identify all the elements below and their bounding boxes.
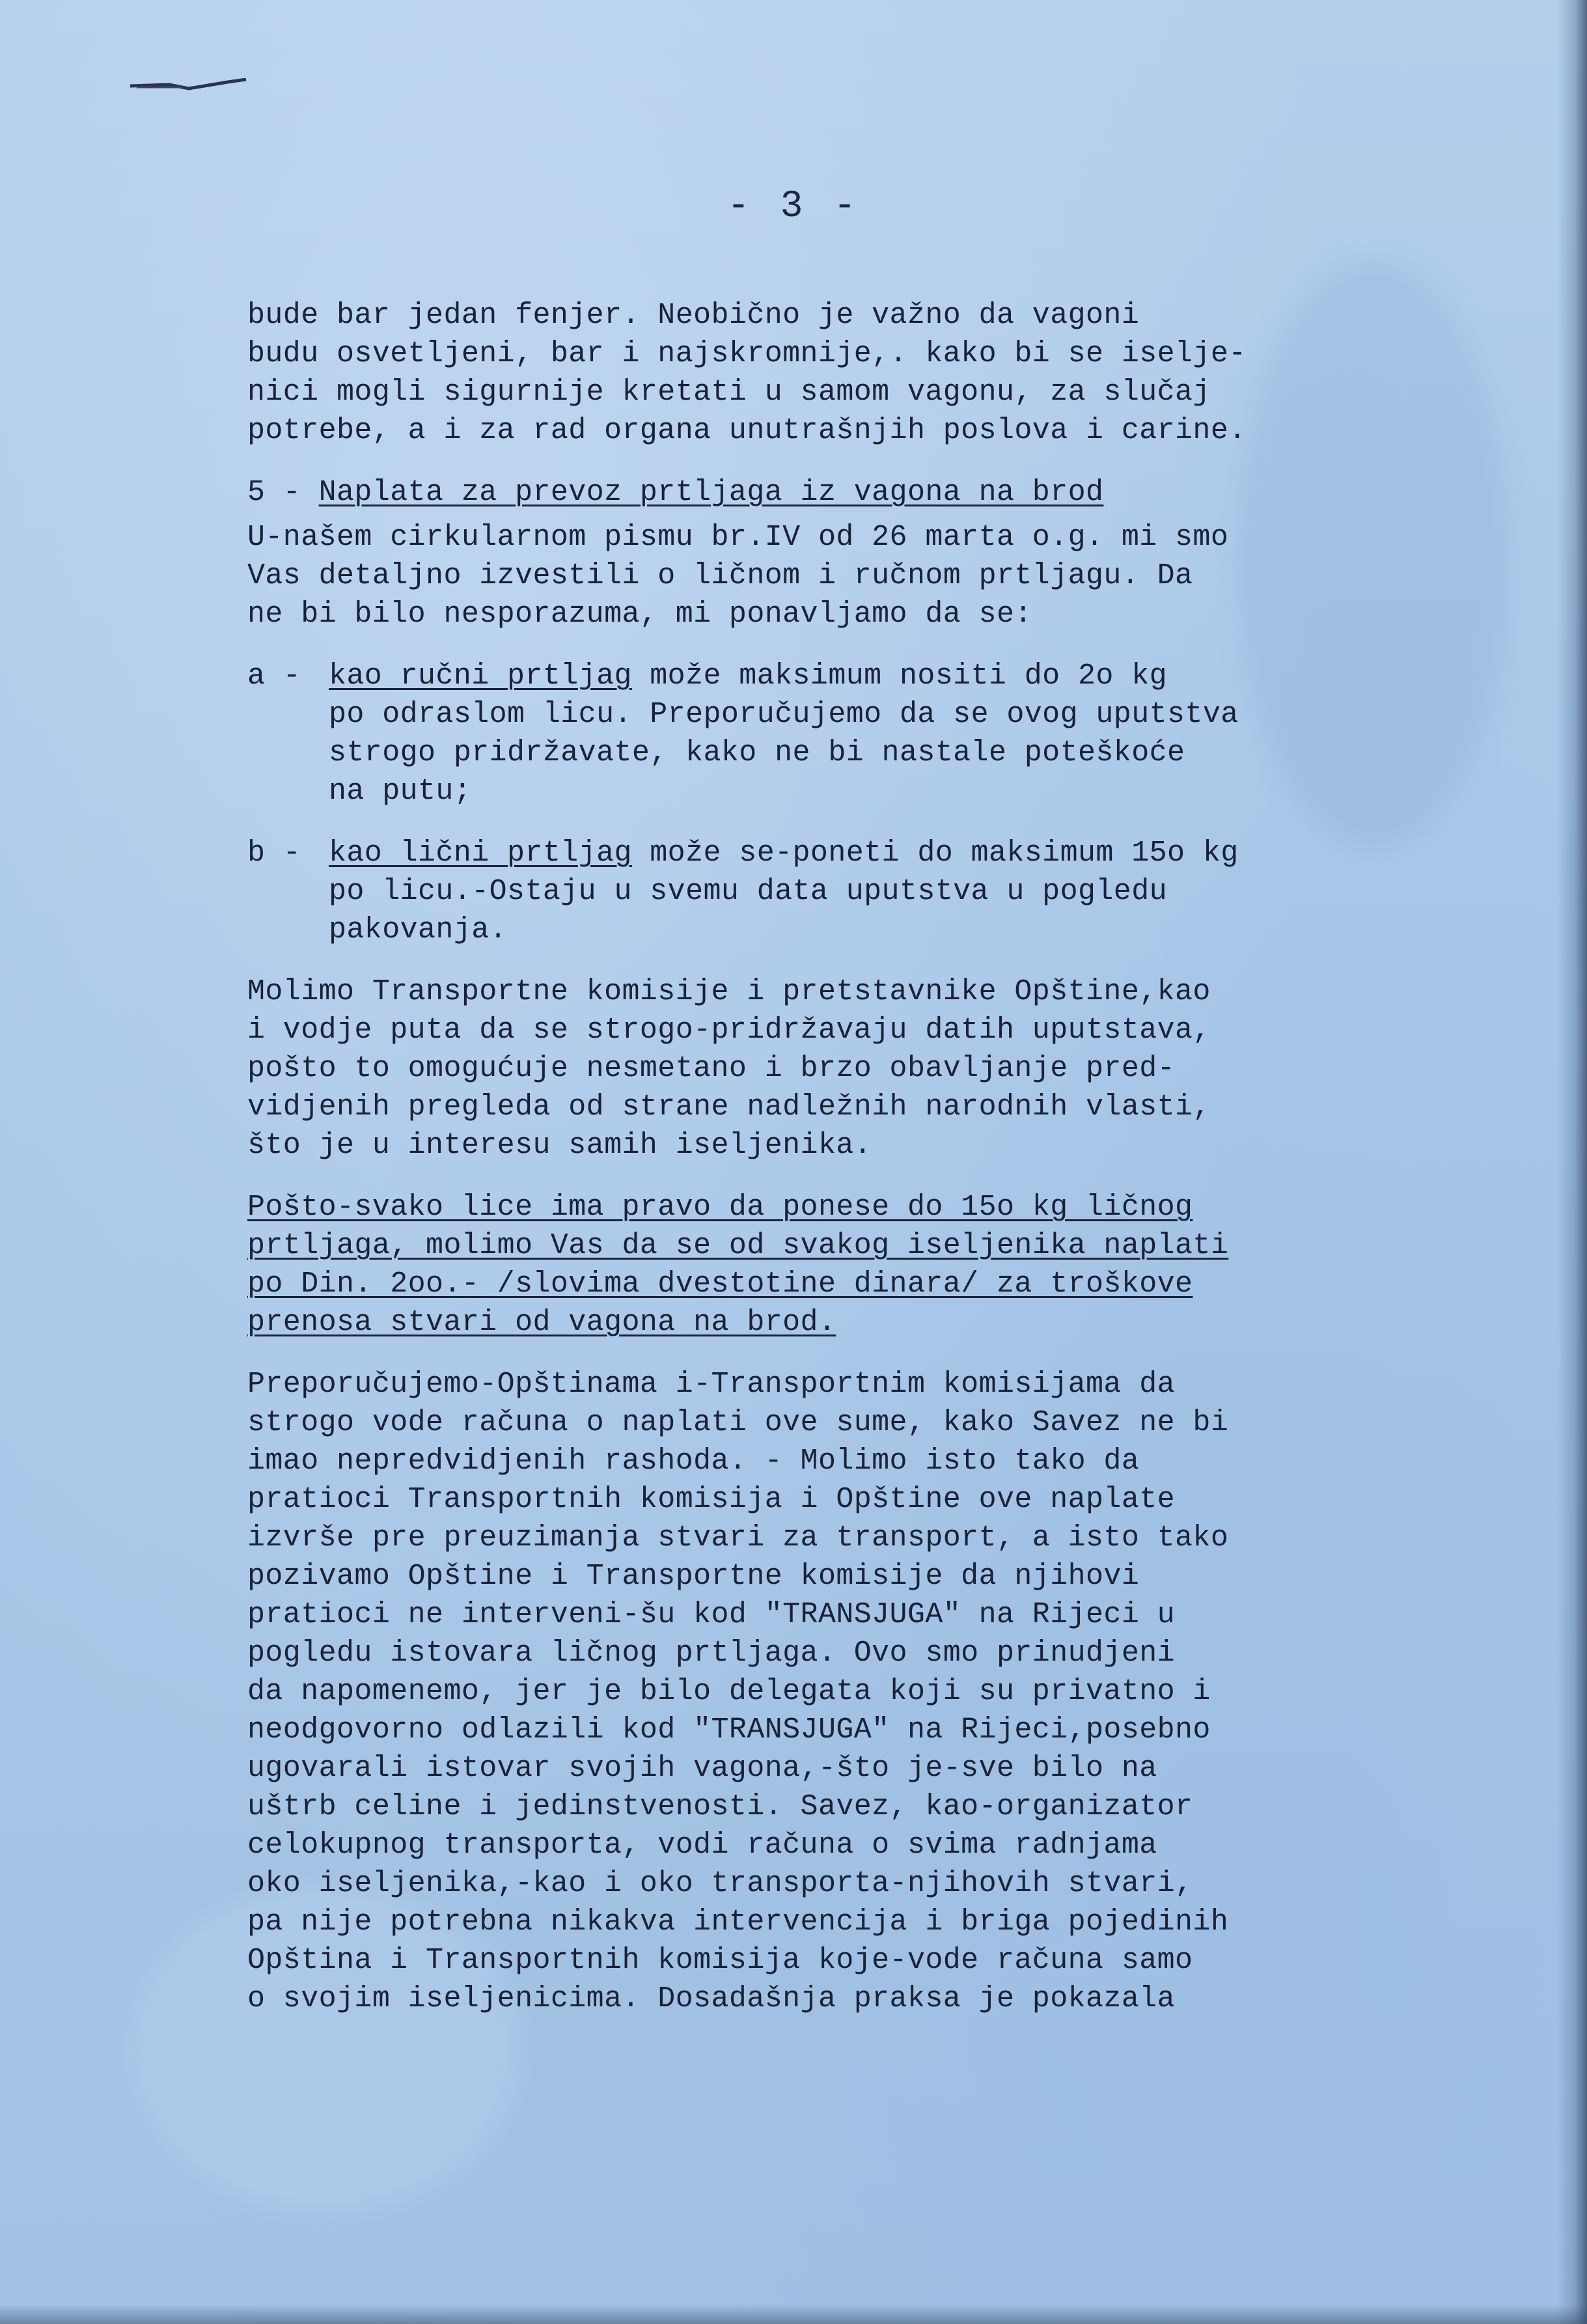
text-line: bude bar jedan fenjer. Neobično je važno da vagoni bbox=[247, 299, 1140, 332]
text-line: pa nije potrebna nikakva intervencija i briga pojedinih bbox=[247, 1905, 1229, 1939]
text-line: budu osvetljeni, bar i najskromnije,. kako bi se iselje- bbox=[247, 337, 1247, 370]
paragraph-request bbox=[247, 973, 1367, 1165]
list-marker: a - bbox=[247, 659, 319, 693]
section-heading bbox=[247, 473, 1367, 512]
text-line: strogo pridržavate, kako ne bi nastale poteškoće bbox=[329, 736, 1185, 769]
text-line: oko iseljenika,-kao i oko transporta-njihovih stvari, bbox=[247, 1867, 1193, 1900]
list-item-a bbox=[247, 657, 1367, 810]
text-line: po odraslom licu. Preporučujemo da se ovog uputstva bbox=[329, 698, 1239, 731]
text-line: Opština i Transportnih komisija koje-vode računa samo bbox=[247, 1944, 1193, 1977]
text-line: izvrše pre preuzimanja stvari za transport, a isto tako bbox=[247, 1521, 1229, 1555]
text-line: o svojim iseljenicima. Dosadašnja praksa je pokazala bbox=[247, 1982, 1176, 2015]
list-marker: b - bbox=[247, 837, 319, 870]
letter-body bbox=[247, 296, 1367, 2018]
text-line: nici mogli sigurnije kretati u samom vagonu, za slučaj bbox=[247, 376, 1211, 409]
list-term: kao ručni prtljag bbox=[329, 659, 632, 693]
text-line: Molimo Transportne komisije i pretstavnike Opštine,kao bbox=[247, 975, 1211, 1008]
list-item-b bbox=[247, 834, 1367, 949]
text-line: uštrb celine i jedinstvenosti. Savez, kao-organizator bbox=[247, 1790, 1193, 1823]
paper-edge-shadow bbox=[1557, 0, 1587, 2324]
page-number: - 3 - bbox=[726, 186, 861, 228]
text-line: neodgovorno odlazili kod "TRANSJUGA" na Rijeci,posebno bbox=[247, 1713, 1211, 1747]
text-line: U-našem cirkularnom pismu br.IV od 26 marta o.g. mi smo bbox=[247, 521, 1229, 554]
list-term: kao lični prtljag bbox=[329, 837, 632, 870]
text-line: po Din. 2oo.- /slovima dvestotine dinara/ za troškove bbox=[247, 1267, 1193, 1301]
paragraph-fee-underlined bbox=[247, 1188, 1367, 1342]
section-title: Naplata za prevoz prtljaga iz vagona na brod bbox=[318, 476, 1104, 509]
text-line: celokupnog transporta, vodi računa o svima radnjama bbox=[247, 1829, 1157, 1862]
paragraph-circular-reference bbox=[247, 518, 1367, 633]
staple-mark bbox=[130, 78, 247, 94]
text-line: pakovanja. bbox=[329, 913, 508, 947]
text-line: Vas detaljno izvestili o ličnom i ručnom prtljagu. Da bbox=[247, 559, 1193, 592]
text-line: po licu.-Ostaju u svemu data uputstva u pogledu bbox=[329, 875, 1168, 908]
text-line: prtljaga, molimo Vas da se od svakog iseljenika naplati bbox=[247, 1229, 1229, 1262]
text-line: vidjenih pregleda od strane nadležnih narodnih vlasti, bbox=[247, 1090, 1211, 1124]
text-line: Preporučujemo-Opštinama i-Transportnim komisijama da bbox=[247, 1368, 1176, 1401]
text-line: imao nepredvidjenih rashoda. - Molimo isto tako da bbox=[247, 1445, 1140, 1478]
text-line: što je u interesu samih iseljenika. bbox=[247, 1129, 872, 1162]
text-line: na putu; bbox=[329, 775, 472, 808]
text-line: kao lični prtljag može se-poneti do maksimum 15o kg bbox=[329, 837, 1239, 870]
text-line: pošto to omogućuje nesmetano i brzo obavljanje pred- bbox=[247, 1052, 1176, 1085]
text-line: pozivamo Opštine i Transportne komisije da njihovi bbox=[247, 1560, 1140, 1593]
section-number: 5 - bbox=[247, 476, 319, 509]
paragraph-lamps bbox=[247, 296, 1367, 450]
text-line: da napomenemo, jer je bilo delegata koji su privatno i bbox=[247, 1675, 1211, 1708]
text-line: ne bi bilo nesporazuma, mi ponavljamo da se: bbox=[247, 598, 1032, 631]
text-line: pratioci ne interveni-šu kod "TRANSJUGA" na Rijeci u bbox=[247, 1598, 1176, 1631]
paper-edge-shadow bbox=[0, 2304, 1587, 2324]
text-line: kao ručni prtljag može maksimum nositi do 2o kg bbox=[329, 659, 1168, 693]
text-line: prenosa stvari od vagona na brod. bbox=[247, 1306, 836, 1339]
text-line: strogo vode računa o naplati ove sume, kako Savez ne bi bbox=[247, 1406, 1229, 1439]
paragraph-recommendation bbox=[247, 1365, 1367, 2018]
text-line: ugovarali istovar svojih vagona,-što je-sve bilo na bbox=[247, 1752, 1157, 1785]
text-line: Pošto-svako lice ima pravo da ponese do 15o kg ličnog bbox=[247, 1191, 1193, 1224]
text-line: pratioci Transportnih komisija i Opštine ove naplate bbox=[247, 1483, 1176, 1516]
text-line: i vodje puta da se strogo-pridržavaju datih uputstava, bbox=[247, 1014, 1211, 1047]
text-line: pogledu istovara ličnog prtljaga. Ovo smo prinudjeni bbox=[247, 1637, 1176, 1670]
text-line: potrebe, a i za rad organa unutrašnjih poslova i carine. bbox=[247, 414, 1247, 447]
